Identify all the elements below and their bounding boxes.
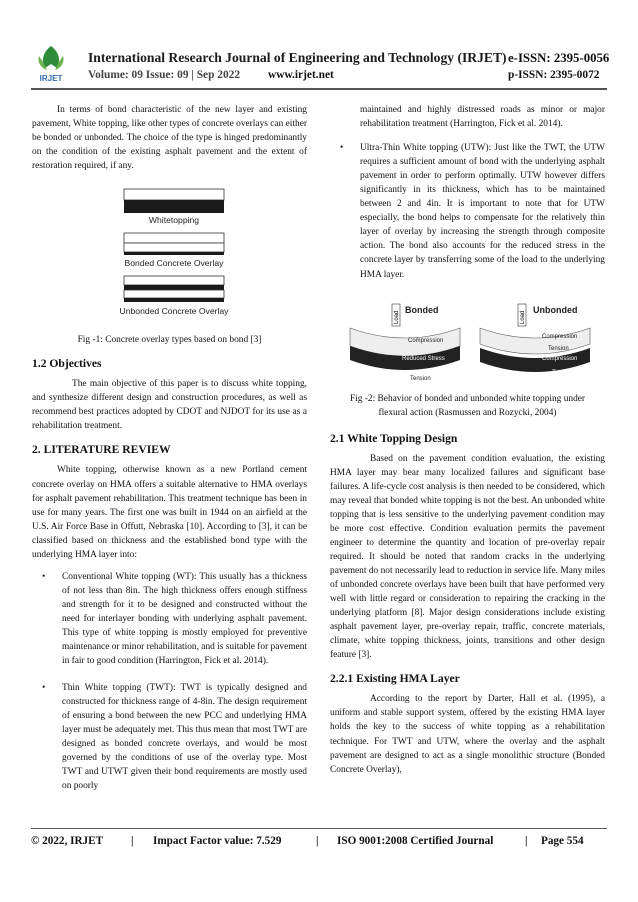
intro-paragraph: In terms of bond characteristic of the new layer and existing pavement, White topping, like other types of concrete overlays can either be bonded or unbonded. The choice of the type is hinged predominantly on the condition of the existing asphalt pavement and the extent of restoration required, if any. (32, 105, 307, 172)
svg-text:Compression: Compression (542, 333, 578, 340)
svg-text:IRJET: IRJET (39, 74, 63, 83)
irjet-logo (33, 44, 69, 84)
pissn: p-ISSN: 2395-0072 (508, 69, 600, 81)
overlay-types-diagram (32, 187, 307, 327)
journal-title: International Research Journal of Engineering and Technology (IRJET) (88, 50, 507, 65)
figure-2-caption: Fig -2: Behavior of bonded and unbonded white topping under flexural action (Rasmussen and Rozycki, 2004) (349, 393, 586, 418)
footer-separator: | (525, 835, 528, 847)
svg-text:Tension: Tension (548, 345, 569, 352)
hma-heading: 2.2.1 Existing HMA Layer (330, 672, 460, 686)
impact-factor: Impact Factor value: 7.529 (153, 835, 282, 847)
bullet-icon: • (42, 571, 46, 582)
svg-text:Compression: Compression (408, 337, 444, 344)
utw-list (330, 141, 605, 281)
design-heading: 2.1 White Topping Design (330, 431, 458, 445)
bonded-label: Bonded Concrete Overlay (124, 258, 224, 269)
footer-separator: | (316, 835, 319, 847)
type-list (32, 570, 307, 794)
page-header (0, 0, 638, 92)
list-item: • Thin White topping (TWT): TWT is typically designed and constructed for thickness range of 4-8in. The design requirement of ensuring a bond between the new PCC and underlying HMA layer must be adequately met. This thus mean that most TWT are designed as bonded concrete overlays, and would be most governed by the conditions of use of the overlay type. Most TWT and UTWT given their bond requirements are mostly used on poorly (42, 683, 307, 792)
figure-1 (32, 187, 307, 327)
objectives-heading: 1.2 Objectives (32, 357, 102, 371)
svg-text:Tension: Tension (410, 375, 431, 382)
volume-info: Volume: 09 Issue: 09 | Sep 2022 (88, 69, 241, 81)
svg-text:Tension: Tension (552, 369, 573, 376)
flexural-behavior-diagram (330, 298, 605, 388)
bonded-fig-label: Bonded (405, 304, 439, 315)
footer-separator: | (131, 835, 134, 847)
svg-text:Load: Load (520, 310, 526, 324)
hma-paragraph: According to the report by Darter, Hall et al. (1995), a uniform and stable support system, offered by the existing HMA layer holds the key to the success of white topping as a rehabilitation technique. For TWT and UTW, where the overlay and the asphalt pavement are designed to act as a single monolithic structure (Bonded Concrete Overlay), (330, 694, 605, 775)
figure-1-caption: Fig -1: Concrete overlay types based on bond [3] (77, 335, 262, 346)
svg-text:Reduced Stress: Reduced Stress (402, 355, 445, 362)
unbonded-label: Unbonded Concrete Overlay (119, 306, 229, 317)
bullet-icon: • (42, 683, 46, 694)
eissn: e-ISSN: 2395-0056 (508, 51, 610, 65)
list-item: • Ultra-Thin White topping (UTW): Just like the TWT, the UTW requires a sufficient amount of bond with the underlying asphalt pavement in order to perform optimally. UTW however differs significantly in its thickness, which has to be maintained between 2 and 4in. It is important to note that for UTW especially, the bond helps to compensate for the relatively thin layer of overlay by increasing the strength through composite action. The bond also accounts for the reduced stress in the concrete layer by transferring some of the load to the underlying HMA layer. (340, 143, 605, 280)
page-number: Page 554 (541, 835, 584, 847)
figure-2 (330, 298, 605, 388)
literature-review-heading: 2. LITERATURE REVIEW (32, 443, 171, 457)
left-column (32, 103, 307, 794)
header-rule (31, 88, 607, 90)
whitetopping-label: Whitetopping (148, 215, 200, 226)
unbonded-fig-label: Unbonded (533, 304, 578, 315)
website-link[interactable]: www.irjet.net (268, 69, 334, 81)
review-paragraph: White topping, otherwise known as a new Portland cement concrete overlay on HMA offers a suitable alternative to HMA overlays for asphalt pavement rehabilitation. This treatment technique has been in use for many years. The first one was built in 1944 on an airfield at the U.S. Air Force Base in Offutt, Nebraska [10]. According to [3], it can be classified based on thickness and the established bond type with the underlying HMA layer into: (32, 465, 307, 560)
svg-text:Load: Load (394, 310, 400, 324)
list-item: • Conventional White topping (WT): This usually has a thickness of not less than 8in. The high thickness offers enough stiffness and strength for it to be designed and constructed without the need for interlayer bonding with underlying asphalt pavement. This type of white topping is mostly employed for preventive maintenance or minor rehabilitation, and is suitable for pavement in fair to good condition (Harrington, Fick et al. 2014). (42, 571, 307, 667)
footer-rule (31, 828, 607, 829)
right-column (330, 103, 605, 777)
continued-paragraph: maintained and highly distressed roads as minor or major rehabilitation treatment (Harrington, Fick et al. 2014). (360, 105, 605, 130)
design-paragraph: Based on the pavement condition evaluation, the existing HMA layer may bear many localized failures and significant base failures. A life-cycle cost analysis is then needed to be considered, which may reveal that bonded white topping is not the best. An unbonded white topping that is less sensitive to the underlying pavement condition may be more cost effective. Condition evaluation permits the pavement engineer to determine the quantity and location of pre-overlay repair required. It should be noted that random cracks in the underlying pavement do not necessarily lead to reduction in service life. Many miles of unbonded concrete overlays have been built that have performed very well with little regard or consideration to repairing the cracking in the underlying platform [8]. Major design considerations include existing asphalt pavement layer, pre-overlay repair, traffic, concrete materials, climate, white topping thickness, joints, transitions and other design feature [3]. (330, 453, 605, 661)
objectives-paragraph: The main objective of this paper is to discuss white topping, and synthesize different design and construction procedures, as well as recommend best practices adopted by CDOT and NJDOT for its use as a rehabilitation treatment. (32, 379, 307, 432)
iso-certification: ISO 9001:2008 Certified Journal (337, 835, 494, 847)
svg-text:Compression: Compression (542, 355, 578, 362)
copyright: © 2022, IRJET (31, 835, 104, 847)
bullet-icon: • (340, 143, 344, 154)
